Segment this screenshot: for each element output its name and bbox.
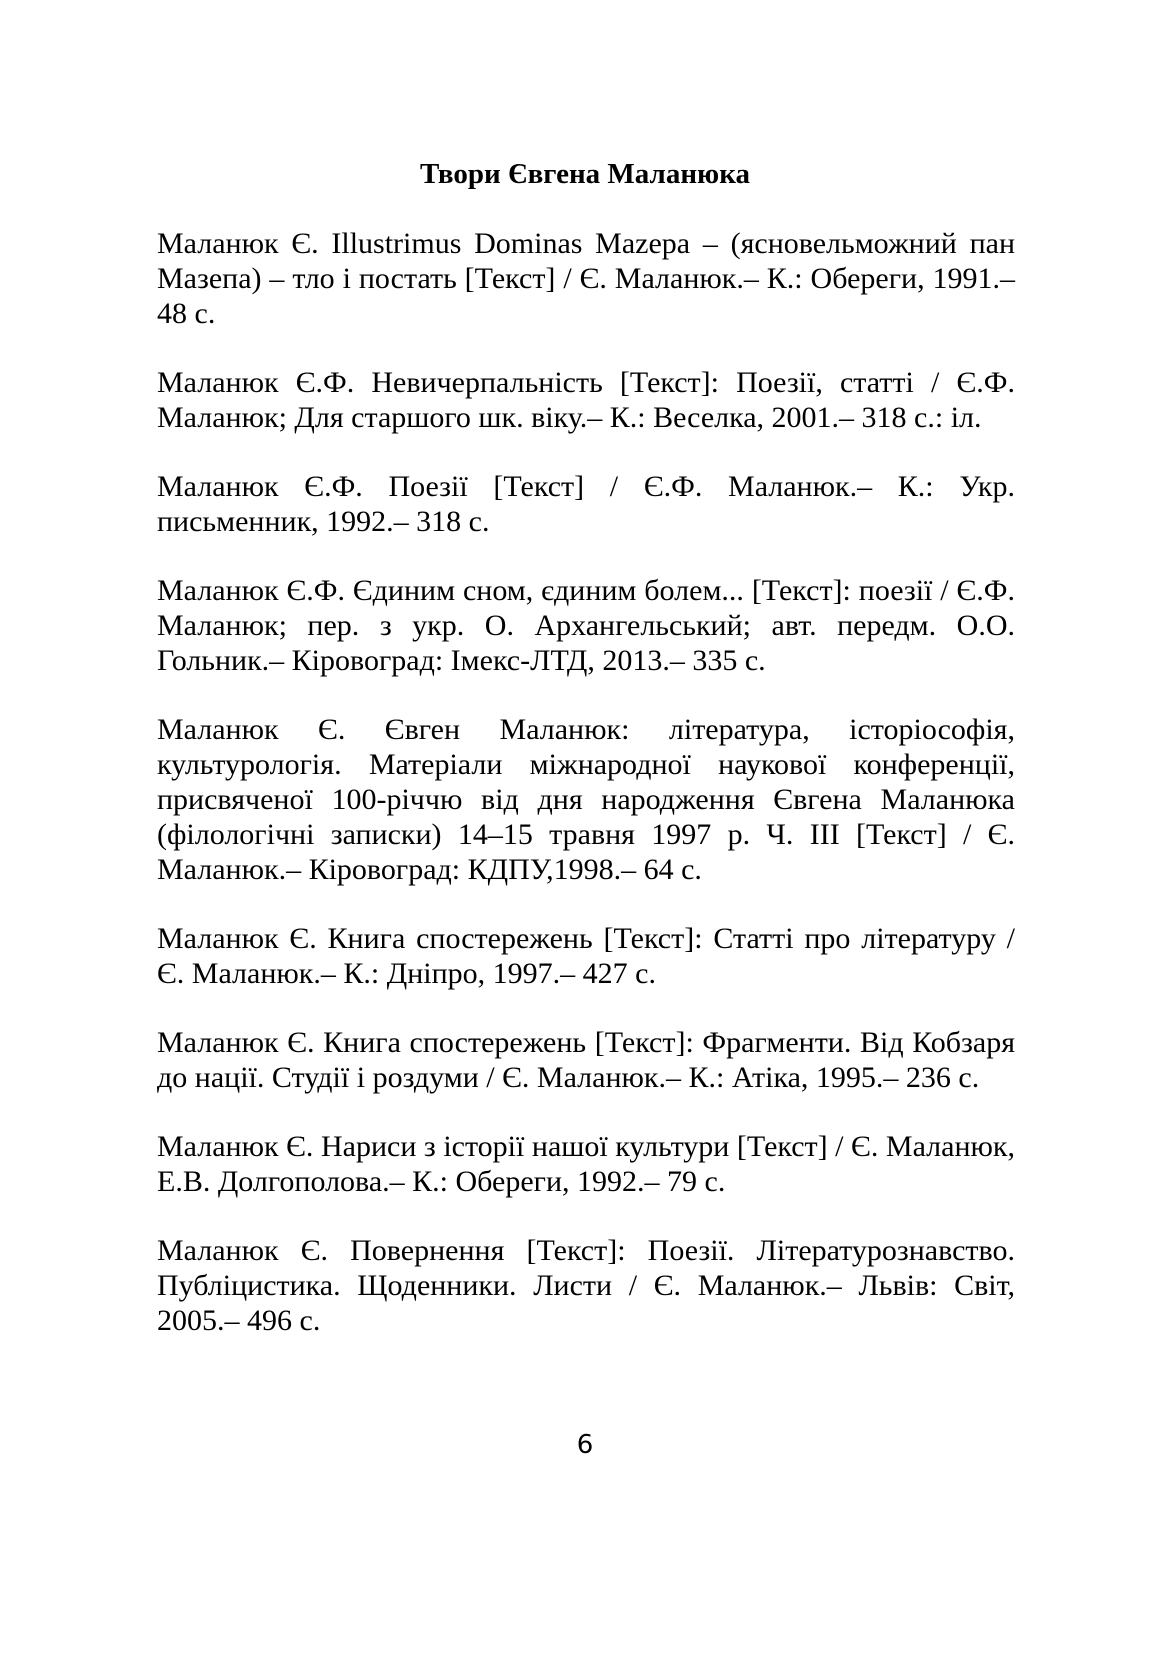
bibliography-list [157,226,1015,1372]
bibliography-entry: Маланюк Є. Книга спостережень [Текст]: Фрагменти. Від Кобзаря до нації. Студії і роздуми / Є. Маланюк.– К.: Атіка, 1995.– 236 с. [157,1026,1015,1094]
bibliography-entry: Маланюк Є. Нариси з історії нашої культури [Текст] / Є. Маланюк, Е.В. Долгополова.– К.: Обереги, 1992.– 79 с. [157,1130,1015,1198]
bibliography-entry: Маланюк Є. Повернення [Текст]: Поезії. Літературознавство. Публіцистика. Щоденники. Листи / Є. Маланюк.– Львів: Світ, 2005.– 496 с. [157,1234,1015,1337]
bibliography-entry: Маланюк Є.Ф. Невичерпальність [Текст]: Поезії, статті / Є.Ф. Маланюк; Для старшого шк. віку.– К.: Веселка, 2001.– 318 с.: іл. [157,366,1015,434]
page-number: 6 [576,1430,594,1460]
bibliography-entry: Маланюк Є. Книга спостережень [Текст]: Статті про літературу / Є. Маланюк.– К.: Дніпро, 1997.– 427 с. [157,922,1015,990]
bibliography-entry: Маланюк Є. Євген Маланюк: література, історіософія, культурологія. Матеріали міжнародної наукової конференції, присвяченої 100-річчю від дня народження Євгена Маланюка (філологічні записки) 14–15 травня 1997 р. Ч. ІІІ [Текст] / Є. Маланюк.– Кіровоград: КДПУ,1998.– 64 с. [157,713,1015,886]
page-title: Твори Євгена Маланюка [420,158,750,190]
bibliography-entry: Маланюк Є.Ф. Поезії [Текст] / Є.Ф. Маланюк.– К.: Укр. письменник, 1992.– 318 с. [157,470,1015,538]
bibliography-entry: Маланюк Є. Illustrimus Dominas Mazepa – (ясновельможний пан Мазепа) – тло і постать [Текст] / Є. Маланюк.– К.: Обереги, 1991.– 48 с. [157,227,1015,330]
bibliography-entry: Маланюк Є.Ф. Єдиним сном, єдиним болем... [Текст]: поезії / Є.Ф. Маланюк; пер. з укр. О. Архангельський; авт. передм. О.О. Гольник.– Кіровоград: Імекс-ЛТД, 2013.– 335 с. [157,574,1015,677]
